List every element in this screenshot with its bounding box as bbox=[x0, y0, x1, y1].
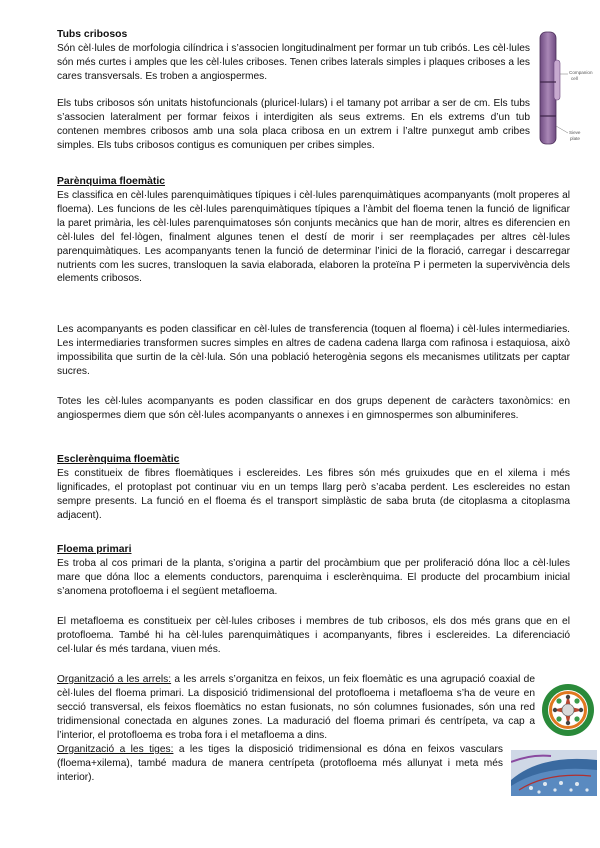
sieve-tube-figure bbox=[534, 30, 596, 148]
heading-parenquima: Parènquima floemàtic bbox=[57, 176, 165, 187]
arrels-label: Organització a les arrels: bbox=[57, 674, 172, 685]
paragraph-parenquima-3: Totes les cèl·lules acompanyants es poden classificar en dos grups depenent de caràcters taxonòmics: en angiospermes diem que són cèl·lules acompanyants o annexes i en gimnospermes son albuminiferes. bbox=[57, 396, 570, 421]
paragraph-primari-2: El metafloema es constitueix per cèl·lules criboses i membres de tub cribosos, els dos més grans que en el protofloema. També hi ha cèl·lules parenquimàtiques i acompanyants, fibres i esclereides. La diferenciació cel·lular és més tardana, viuen més. bbox=[57, 616, 570, 655]
arrels-text: a les arrels s’organitza en feixos, un feix floemàtic es una agrupació coaxial de cèl·lules del floema primari. La disposició tridimensional del protofloema i metafloema s’ha de veure en secció transversal, els feixos floemàtics no estan fusionats, no són columnes fusionades, són una red tridimensional conectada en algunes zones. La maduració del floema primari és centrípeta, va cap a l’interior, el protofloema es troba fora i el metafloema a dins. bbox=[57, 674, 535, 741]
heading-tubs-cribosos: Tubs cribosos bbox=[57, 29, 128, 40]
stem-micrograph-illustration bbox=[511, 750, 597, 796]
sieve-label: Sieve bbox=[569, 130, 581, 135]
paragraph-parenquima-1: Es classifica en cèl·lules parenquimàtiques típiques i cèl·lules parenquimàtiques acompanyants (molt properes al floema). Les funcions de les cèl·lules parenquimàtiques típiques a l’àmbit del floema tenen la funció de lignificar la paret primària, les cèl·lules parenquimatoses són conjunts mecànics que han de morir, altres es diferencien en cèl·lules del fel·lògen, finalment algunes tenen el destí de morir i ser reemplaçades per altres cèl·lules parenquimàtiques. Les acompanyants tenen la funció de determinar l’inici de la floració, carregar i descarregar nutrients com les sucres, transloquen la savia elaborada, elaboren la proteïna P i permeten la supervivència dels elements cribosos. bbox=[57, 190, 570, 285]
root-cross-section-figure bbox=[541, 683, 595, 737]
cell-label: cell bbox=[571, 76, 578, 81]
paragraph-primari-1: Es troba al cos primari de la planta, s’origina a partir del procàmbium que per proliferació dóna lloc a cèl·lules mare que dóna lloc a elements conductors, parenquima i esclerènquima. El producte del procambium inicial s’anomena protofloema i el següent metafloema. bbox=[57, 558, 570, 597]
paragraph-tubs-1: Són cèl·lules de morfologia cilíndrica i s’associen longitudinalment per formar un tub cribós. Les cèl·lules són més curtes i amples que les cèl·lules criboses. Tenen cribes laterals simples i plaques criboses a les cares transversals. Es troben a angiospermes. bbox=[57, 43, 530, 82]
paragraph-arrels bbox=[57, 673, 535, 743]
tiges-label: Organització a les tiges: bbox=[57, 744, 174, 755]
heading-floema-primari: Floema primari bbox=[57, 544, 132, 555]
heading-esclerenquima: Esclerènquima floemàtic bbox=[57, 454, 180, 465]
sieve-tube-illustration bbox=[534, 30, 596, 148]
root-cross-section-illustration bbox=[541, 683, 595, 737]
tiges-text: a les tiges la disposició tridimensional es dóna en feixos vasculars (floema+xilema), també madura de manera centrípeta (protofloema més allunyat i meta més interior). bbox=[57, 744, 503, 783]
paragraph-parenquima-2: Les acompanyants es poden classificar en cèl·lules de transferencia (toquen al floema) i cèl·lules intermediaries. Les intermediaries transformen sucres simples en altres de cadena cadena llarga com rafinosa i estaquiosa, això impossibilita que surtin de la cèl·lula. Són una població heterogènia segons els mecanismes utilitzats per captar sucres. bbox=[57, 324, 570, 377]
paragraph-tiges bbox=[57, 743, 503, 785]
plate-label: plate bbox=[570, 136, 580, 141]
stem-micrograph-figure bbox=[511, 750, 597, 796]
paragraph-esclerenquima-1: Es constitueix de fibres floemàtiques i esclereides. Les fibres són més gruixudes que en el xilema i més lignificades, el protoplast pot continuar viu en un temps llarg però s’acaba perdent. Les esclereides no estan sempre presents. La funció en el floema és el transport simplàstic de saba bruta (de citoplasma a citoplasma adjacent). bbox=[57, 468, 570, 521]
paragraph-tubs-2: Els tubs cribosos són unitats histofuncionals (pluricel·lulars) i el tamany pot arribar a ser de cm. Els tubs s’associen lateralment per formar feixos i interdigiten als seus extrems. En els extrems d’un tub contenen membres cribosos amb una sola placa cribosa en un extrem i l’altre punxegut amb cribes simples. Els tubs cribosos contigus es comuniquen per cribes simples. bbox=[57, 98, 530, 151]
companion-label: Companion bbox=[569, 70, 593, 75]
